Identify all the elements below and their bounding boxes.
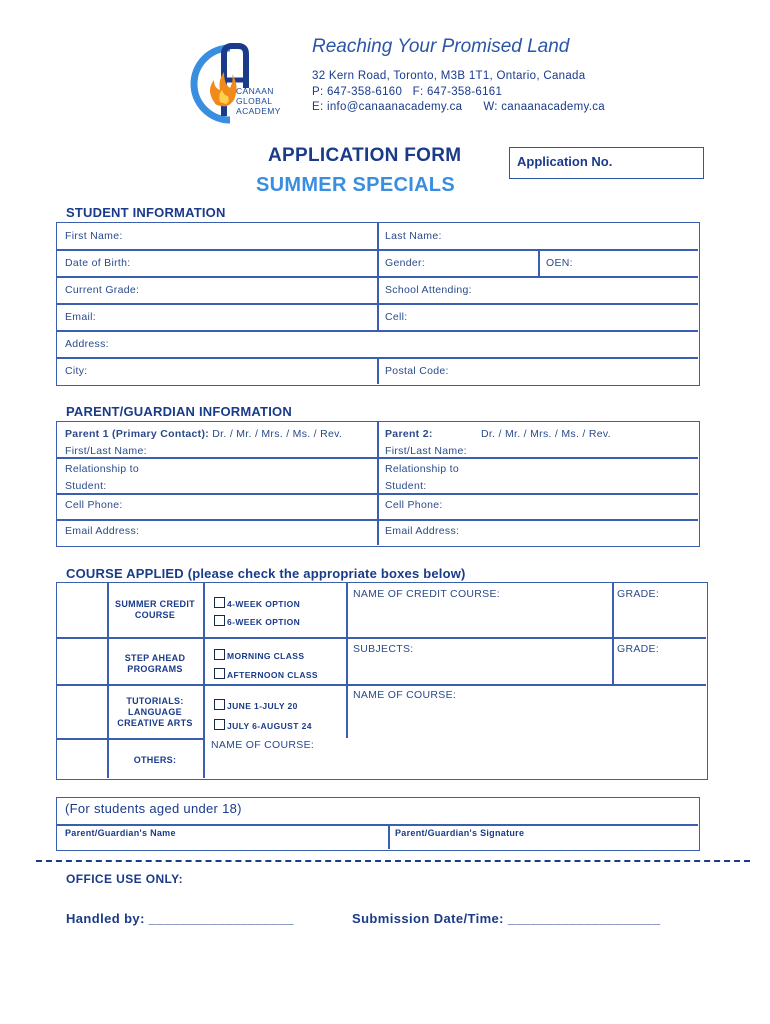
option-6-week[interactable]: [214, 615, 300, 627]
guardian-name-field[interactable]: Parent/Guardian's Name: [65, 828, 176, 838]
checkbox-july-august[interactable]: [214, 719, 225, 730]
course-table: [56, 582, 708, 780]
parent-section-title: PARENT/GUARDIAN INFORMATION: [66, 404, 292, 419]
parent2-email-field[interactable]: Email Address:: [385, 525, 460, 537]
logo-text: [236, 86, 281, 116]
parent2-titles[interactable]: Dr. / Mr. / Mrs. / Ms. / Rev.: [481, 428, 611, 440]
others-course-name-field[interactable]: NAME OF COURSE:: [211, 739, 315, 751]
parent1-name-field[interactable]: First/Last Name:: [65, 445, 147, 457]
parent2-label: Parent 2:: [385, 428, 433, 440]
application-number-field[interactable]: [509, 147, 704, 179]
parent1-relationship-field[interactable]: Student:: [65, 480, 107, 492]
option-morning-label: MORNING CLASS: [227, 651, 305, 661]
school-field[interactable]: School Attending:: [385, 284, 472, 296]
option-june-july[interactable]: [214, 699, 298, 711]
step-ahead-grade-field[interactable]: GRADE:: [617, 643, 660, 655]
address: 32 Kern Road, Toronto, M3B 1T1, Ontario, Canada: [312, 70, 586, 82]
parent1-label: Parent 1 (Primary Contact):: [65, 428, 210, 440]
city-field[interactable]: City:: [65, 365, 88, 377]
course-row-tutorials: TUTORIALS: LANGUAGE CREATIVE ARTS: [117, 696, 193, 728]
parent2-relationship-label: Relationship to: [385, 463, 459, 475]
email-web: E: info@canaanacademy.ca W: canaanacademy.ca: [312, 101, 605, 113]
student-section-title: STUDENT INFORMATION: [66, 205, 226, 220]
option-july-august-label: JULY 6-AUGUST 24: [227, 721, 312, 731]
gender-field[interactable]: Gender:: [385, 257, 426, 269]
checkbox-4-week[interactable]: [214, 597, 225, 608]
first-name-field[interactable]: First Name:: [65, 230, 123, 242]
parent1-cell-field[interactable]: Cell Phone:: [65, 499, 123, 511]
parent1-email-field[interactable]: Email Address:: [65, 525, 140, 537]
guardian-note: (For students aged under 18): [65, 801, 242, 816]
option-afternoon[interactable]: [214, 668, 318, 680]
checkbox-morning[interactable]: [214, 649, 225, 660]
student-info-table: [56, 222, 700, 386]
course-row-summer-credit: SUMMER CREDIT COURSE: [115, 599, 195, 620]
option-june-july-label: JUNE 1-JULY 20: [227, 701, 298, 711]
parent1-relationship-label: Relationship to: [65, 463, 139, 475]
submission-datetime-field[interactable]: Submission Date/Time: ____________________: [352, 911, 661, 926]
checkbox-afternoon[interactable]: [214, 668, 225, 679]
dob-field[interactable]: Date of Birth:: [65, 257, 131, 269]
course-section-title: COURSE APPLIED (please check the appropriate boxes below): [66, 566, 466, 581]
parent2-cell-field[interactable]: Cell Phone:: [385, 499, 443, 511]
guardian-signature-field[interactable]: Parent/Guardian's Signature: [395, 828, 525, 838]
parent-info-table: [56, 421, 700, 547]
logo-line-3: ACADEMY: [236, 106, 281, 116]
tagline: Reaching Your Promised Land: [312, 36, 570, 57]
subjects-field[interactable]: SUBJECTS:: [353, 643, 414, 655]
option-4-week-label: 4-WEEK OPTION: [227, 599, 301, 609]
cut-line-divider: [36, 860, 750, 862]
office-use-title: OFFICE USE ONLY:: [66, 872, 184, 886]
parent2-name-field[interactable]: First/Last Name:: [385, 445, 467, 457]
address-field[interactable]: Address:: [65, 338, 109, 350]
credit-course-name-field[interactable]: NAME OF CREDIT COURSE:: [353, 588, 501, 600]
option-morning[interactable]: [214, 649, 304, 661]
checkbox-june-july[interactable]: [214, 699, 225, 710]
cell-field[interactable]: Cell:: [385, 311, 408, 323]
course-row-others: OTHERS:: [133, 755, 177, 765]
logo-line-1: CANAAN: [236, 86, 274, 96]
last-name-field[interactable]: Last Name:: [385, 230, 442, 242]
grade-field[interactable]: Current Grade:: [65, 284, 140, 296]
application-number-label: Application No.: [517, 154, 613, 169]
phone-fax: P: 647-358-6160 F: 647-358-6161: [312, 86, 503, 98]
checkbox-6-week[interactable]: [214, 615, 225, 626]
email-field[interactable]: Email:: [65, 311, 96, 323]
handled-by-field[interactable]: Handled by: ___________________: [66, 911, 294, 926]
oen-field[interactable]: OEN:: [546, 257, 573, 269]
option-afternoon-label: AFTERNOON CLASS: [227, 670, 318, 680]
logo-line-2: GLOBAL: [236, 96, 273, 106]
option-6-week-label: 6-WEEK OPTION: [227, 617, 301, 627]
option-4-week[interactable]: [214, 597, 300, 609]
form-subtitle: SUMMER SPECIALS: [256, 174, 455, 196]
postal-code-field[interactable]: Postal Code:: [385, 365, 449, 377]
guardian-box: [56, 797, 700, 851]
credit-grade-field[interactable]: GRADE:: [617, 588, 660, 600]
parent1-titles[interactable]: Dr. / Mr. / Mrs. / Ms. / Rev.: [209, 428, 343, 440]
option-july-august[interactable]: [214, 719, 312, 731]
parent1-header: [65, 428, 342, 440]
parent2-relationship-field[interactable]: Student:: [385, 480, 427, 492]
course-row-step-ahead: STEP AHEAD PROGRAMS: [124, 653, 186, 674]
tutorial-course-name-field[interactable]: NAME OF COURSE:: [353, 689, 457, 701]
form-title: APPLICATION FORM: [268, 145, 462, 166]
